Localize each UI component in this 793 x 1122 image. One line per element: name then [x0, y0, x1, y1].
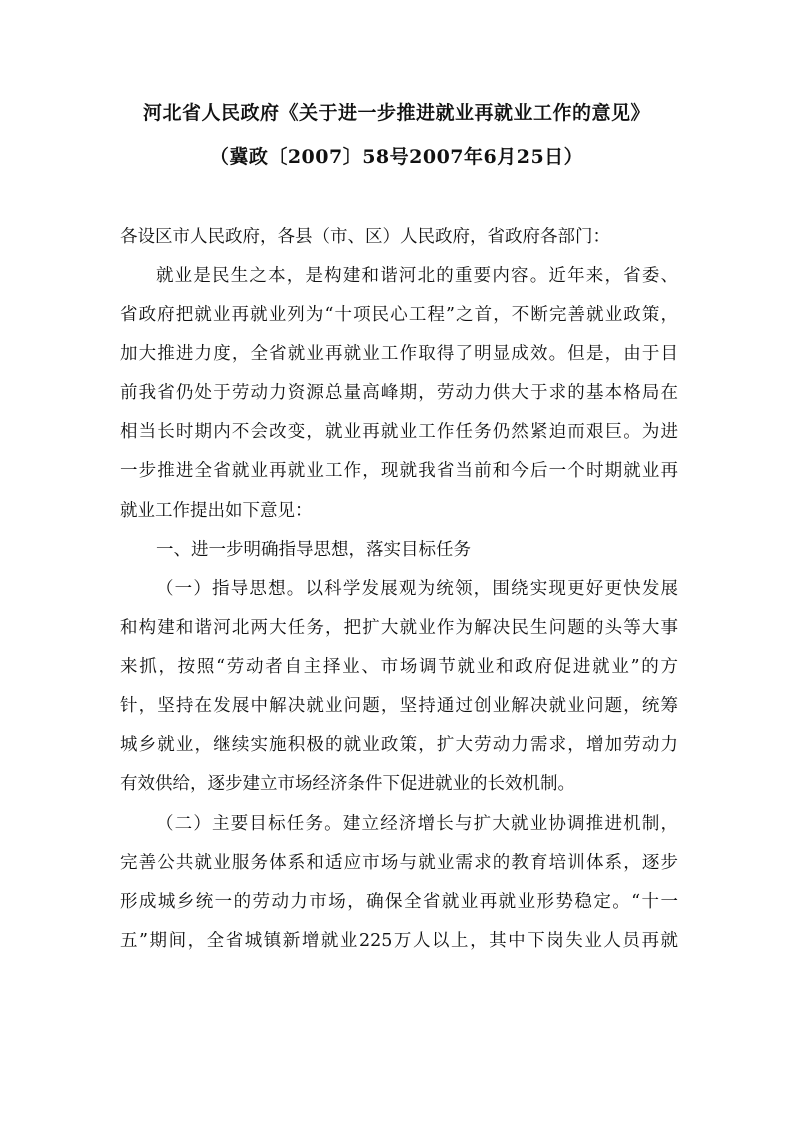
- paragraph-line: 就业是民生之本，是构建和谐河北的重要内容。近年来，省委、: [156, 266, 678, 286]
- paragraph-line: 就业工作提出如下意见：: [120, 501, 313, 521]
- document-subtitle: （冀政〔2007〕58号2007年6月25日）: [209, 146, 584, 168]
- paragraph-line: （二）主要目标任务。建立经济增长与扩大就业协调推进机制，: [156, 814, 678, 834]
- paragraph-line: （一）指导思想。以科学发展观为统领，围绕实现更好更快发展: [156, 579, 678, 599]
- paragraph-line: 来抓，按照“劳动者自主择业、市场调节就业和政府促进就业”的方: [120, 657, 678, 677]
- paragraph-line: 相当长时期内不会改变，就业再就业工作任务仍然紧迫而艰巨。为进: [120, 422, 678, 442]
- document-title: 河北省人民政府《关于进一步推进就业再就业工作的意见》: [142, 102, 650, 124]
- paragraph-line: 和构建和谐河北两大任务，把扩大就业作为解决民生问题的头等大事: [120, 618, 678, 638]
- paragraph-line: 针，坚持在发展中解决就业问题，坚持通过创业解决就业问题，统筹: [120, 696, 678, 716]
- salutation: 各设区市人民政府，各县（市、区）人民政府，省政府各部门：: [120, 227, 610, 247]
- paragraph-line: 城乡就业，继续实施积极的就业政策，扩大劳动力需求，增加劳动力: [120, 735, 678, 755]
- paragraph-line: 省政府把就业再就业列为“十项民心工程”之首，不断完善就业政策，: [120, 305, 678, 325]
- paragraph-line: 加大推进力度，全省就业再就业工作取得了明显成效。但是，由于目: [120, 344, 678, 364]
- paragraph-line: 五”期间，全省城镇新增就业225万人以上，其中下岗失业人员再就: [120, 931, 678, 951]
- paragraph-line: 一步推进全省就业再就业工作，现就我省当前和今后一个时期就业再: [120, 461, 678, 481]
- paragraph-line: 形成城乡统一的劳动力市场，确保全省就业再就业形势稳定。“十一: [120, 892, 678, 912]
- paragraph-line: 有效供给，逐步建立市场经济条件下促进就业的长效机制。: [120, 774, 575, 794]
- section-heading: 一、进一步明确指导思想，落实目标任务: [156, 540, 471, 560]
- paragraph-line: 完善公共就业服务体系和适应市场与就业需求的教育培训体系，逐步: [120, 853, 678, 873]
- paragraph-line: 前我省仍处于劳动力资源总量高峰期，劳动力供大于求的基本格局在: [120, 383, 678, 403]
